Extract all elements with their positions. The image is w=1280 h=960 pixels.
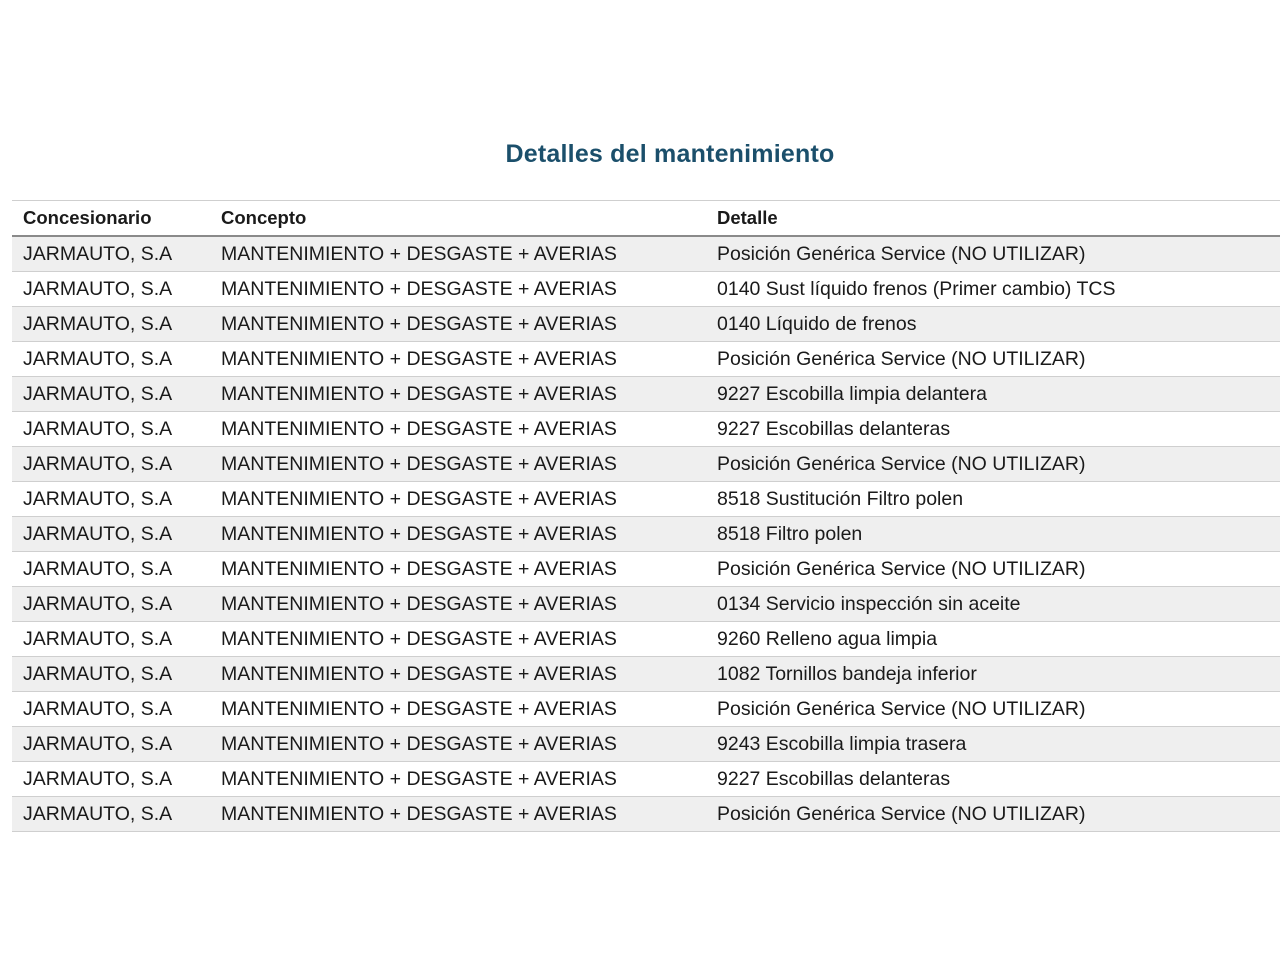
cell-concepto: MANTENIMIENTO + DESGASTE + AVERIAS [210,447,706,482]
cell-concepto: MANTENIMIENTO + DESGASTE + AVERIAS [210,307,706,342]
cell-detalle: 9227 Escobillas delanteras [706,762,1280,797]
table-row [12,552,1280,587]
cell-concepto: MANTENIMIENTO + DESGASTE + AVERIAS [210,622,706,657]
cell-concepto: MANTENIMIENTO + DESGASTE + AVERIAS [210,342,706,377]
cell-concesionario: JARMAUTO, S.A [12,412,210,447]
cell-concesionario: JARMAUTO, S.A [12,307,210,342]
cell-concesionario: JARMAUTO, S.A [12,797,210,832]
table-row [12,342,1280,377]
cell-concesionario: JARMAUTO, S.A [12,622,210,657]
cell-detalle: 0134 Servicio inspección sin aceite [706,587,1280,622]
cell-concepto: MANTENIMIENTO + DESGASTE + AVERIAS [210,762,706,797]
cell-concepto: MANTENIMIENTO + DESGASTE + AVERIAS [210,272,706,307]
cell-detalle: 8518 Sustitución Filtro polen [706,482,1280,517]
cell-concepto: MANTENIMIENTO + DESGASTE + AVERIAS [210,482,706,517]
cell-detalle: 0140 Líquido de frenos [706,307,1280,342]
cell-concepto: MANTENIMIENTO + DESGASTE + AVERIAS [210,727,706,762]
cell-concesionario: JARMAUTO, S.A [12,447,210,482]
table-row [12,412,1280,447]
cell-concesionario: JARMAUTO, S.A [12,762,210,797]
cell-concepto: MANTENIMIENTO + DESGASTE + AVERIAS [210,236,706,272]
cell-concesionario: JARMAUTO, S.A [12,272,210,307]
cell-concepto: MANTENIMIENTO + DESGASTE + AVERIAS [210,412,706,447]
table-row [12,236,1280,272]
table-row [12,657,1280,692]
table-row [12,307,1280,342]
header-row [12,201,1280,237]
table-row [12,482,1280,517]
cell-detalle: 1082 Tornillos bandeja inferior [706,657,1280,692]
maintenance-table-container [12,200,1280,832]
table-row [12,622,1280,657]
cell-concesionario: JARMAUTO, S.A [12,377,210,412]
table-row [12,377,1280,412]
cell-concepto: MANTENIMIENTO + DESGASTE + AVERIAS [210,587,706,622]
table-row [12,727,1280,762]
table-row [12,762,1280,797]
cell-concesionario: JARMAUTO, S.A [12,517,210,552]
cell-detalle: 8518 Filtro polen [706,517,1280,552]
page-title: Detalles del mantenimiento [505,140,835,168]
cell-concesionario: JARMAUTO, S.A [12,552,210,587]
cell-detalle: Posición Genérica Service (NO UTILIZAR) [706,552,1280,587]
cell-detalle: 9243 Escobilla limpia trasera [706,727,1280,762]
cell-concepto: MANTENIMIENTO + DESGASTE + AVERIAS [210,797,706,832]
cell-concesionario: JARMAUTO, S.A [12,236,210,272]
cell-concesionario: JARMAUTO, S.A [12,587,210,622]
header-concepto: Concepto [210,201,706,237]
table-row [12,692,1280,727]
cell-concesionario: JARMAUTO, S.A [12,342,210,377]
maintenance-table [12,200,1280,832]
cell-detalle: Posición Genérica Service (NO UTILIZAR) [706,797,1280,832]
header-detalle: Detalle [706,201,1280,237]
cell-concesionario: JARMAUTO, S.A [12,727,210,762]
table-row [12,587,1280,622]
cell-concesionario: JARMAUTO, S.A [12,657,210,692]
table-row [12,272,1280,307]
cell-detalle: Posición Genérica Service (NO UTILIZAR) [706,236,1280,272]
cell-detalle: 9227 Escobilla limpia delantera [706,377,1280,412]
cell-detalle: Posición Genérica Service (NO UTILIZAR) [706,447,1280,482]
cell-detalle: Posición Genérica Service (NO UTILIZAR) [706,692,1280,727]
cell-detalle: 9260 Relleno agua limpia [706,622,1280,657]
table-row [12,517,1280,552]
table-row [12,797,1280,832]
table-body [12,236,1280,832]
cell-detalle: 9227 Escobillas delanteras [706,412,1280,447]
cell-concepto: MANTENIMIENTO + DESGASTE + AVERIAS [210,517,706,552]
table-header [12,201,1280,237]
table-row [12,447,1280,482]
header-concesionario: Concesionario [12,201,210,237]
cell-concepto: MANTENIMIENTO + DESGASTE + AVERIAS [210,692,706,727]
cell-concepto: MANTENIMIENTO + DESGASTE + AVERIAS [210,657,706,692]
cell-concepto: MANTENIMIENTO + DESGASTE + AVERIAS [210,377,706,412]
cell-detalle: Posición Genérica Service (NO UTILIZAR) [706,342,1280,377]
cell-detalle: 0140 Sust líquido frenos (Primer cambio) TCS [706,272,1280,307]
cell-concesionario: JARMAUTO, S.A [12,482,210,517]
cell-concepto: MANTENIMIENTO + DESGASTE + AVERIAS [210,552,706,587]
cell-concesionario: JARMAUTO, S.A [12,692,210,727]
